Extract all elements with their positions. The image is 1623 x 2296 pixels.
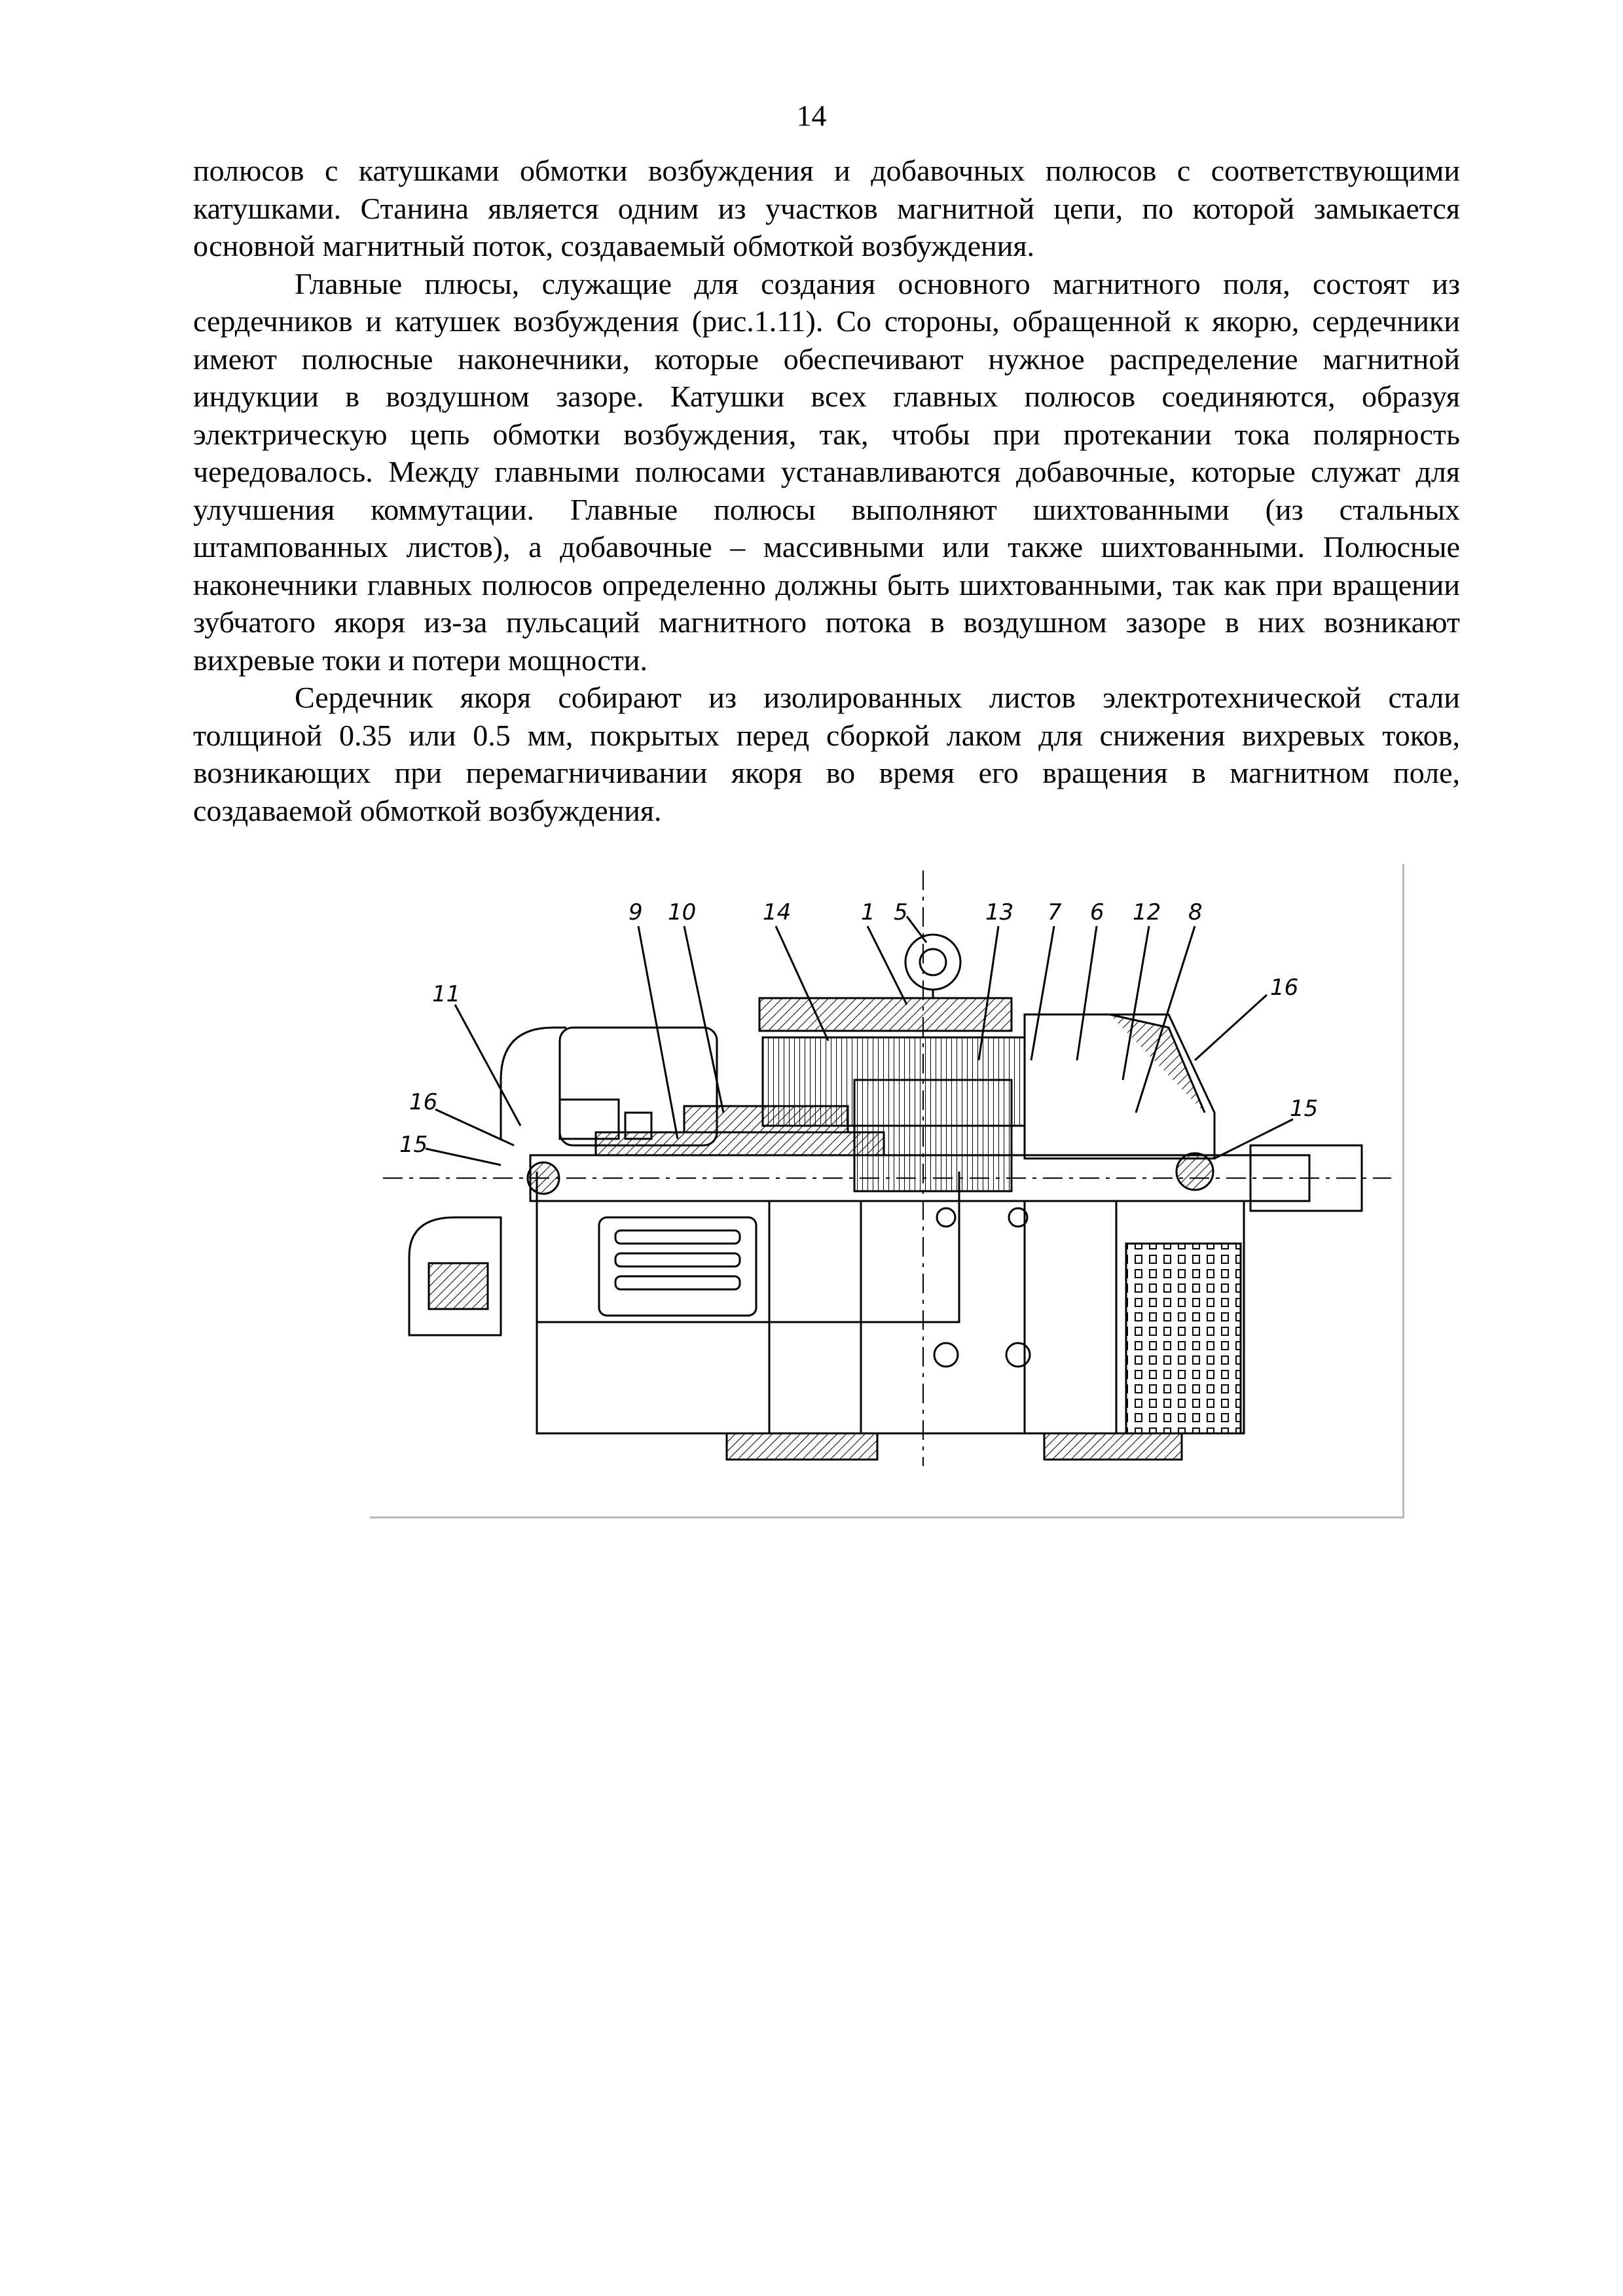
commutator bbox=[596, 1132, 884, 1155]
callout-9: 9 bbox=[629, 899, 643, 925]
callout-15-left: 15 bbox=[399, 1132, 428, 1158]
bearing-right bbox=[1176, 1153, 1213, 1190]
callout-7: 7 bbox=[1048, 899, 1062, 925]
callout-5: 5 bbox=[894, 899, 908, 925]
callout-1: 1 bbox=[861, 899, 875, 925]
nameplate-grid bbox=[1126, 1244, 1241, 1433]
body-text bbox=[193, 152, 1460, 829]
foot-left bbox=[727, 1433, 877, 1460]
callout-6: 6 bbox=[1090, 899, 1104, 925]
foot-right bbox=[1044, 1433, 1182, 1460]
callout-12: 12 bbox=[1133, 899, 1161, 925]
callout-14: 14 bbox=[763, 899, 792, 925]
paragraph-2: Главные плюсы, служащие для создания основного магнитного поля, состоят из сердечников и катушек возбуждения (рис.1.11). Со стороны, обращенной к якорю, сердечники имеют полюсные наконечники, которые обеспечивают нужное распределение магнитной индукции в воздушном зазоре. Катушки всех главных полюсов соединяются, образуя электрическую цепь обмотки возбуждения, так, чтобы при протекании тока полярность чередовалось. Между главными полюсами устанавливаются добавочные, которые служат для улучшения коммутации. Главные полюсы выполняют шихтованными (из стальных штампованных листов), а добавочные – массивными или также шихтованными. Полюсные наконечники главных полюсов определенно должны быть шихтованными, так как при вращении зубчатого якоря из-за пульсаций магнитного потока в воздушном зазоре в них возникают вихревые токи и потери мощности. bbox=[193, 266, 1460, 677]
callout-11: 11 bbox=[432, 981, 461, 1007]
motor-cross-section-figure bbox=[370, 864, 1404, 1518]
paragraph-3: Сердечник якоря собирают из изолированных листов электротехнической стали толщиной 0.35 или 0.5 мм, покрытых перед сборкой лаком для снижения вихревых токов, возникающих при перемагничивании якоря во время его вращения в магнитном поле, создаваемой обмоткой возбуждения. bbox=[193, 681, 1460, 827]
paragraph-1: полюсов с катушками обмотки возбуждения и добавочных полюсов с соответствующими катушками. Станина является одним из участков магнитной цепи, по которой замыкается основной магнитный поток, создаваемый обмоткой возбуждения. bbox=[193, 154, 1460, 262]
page-number: 14 bbox=[796, 99, 827, 132]
callout-15-right: 15 bbox=[1290, 1096, 1319, 1122]
frame-top bbox=[759, 998, 1012, 1031]
callout-8: 8 bbox=[1188, 899, 1203, 925]
motor-drawing bbox=[370, 864, 1404, 1518]
callout-10: 10 bbox=[668, 899, 697, 925]
callout-16-right: 16 bbox=[1270, 975, 1299, 1001]
lifting-eye bbox=[905, 935, 960, 990]
callout-13: 13 bbox=[985, 899, 1014, 925]
callout-16-left: 16 bbox=[409, 1089, 438, 1115]
